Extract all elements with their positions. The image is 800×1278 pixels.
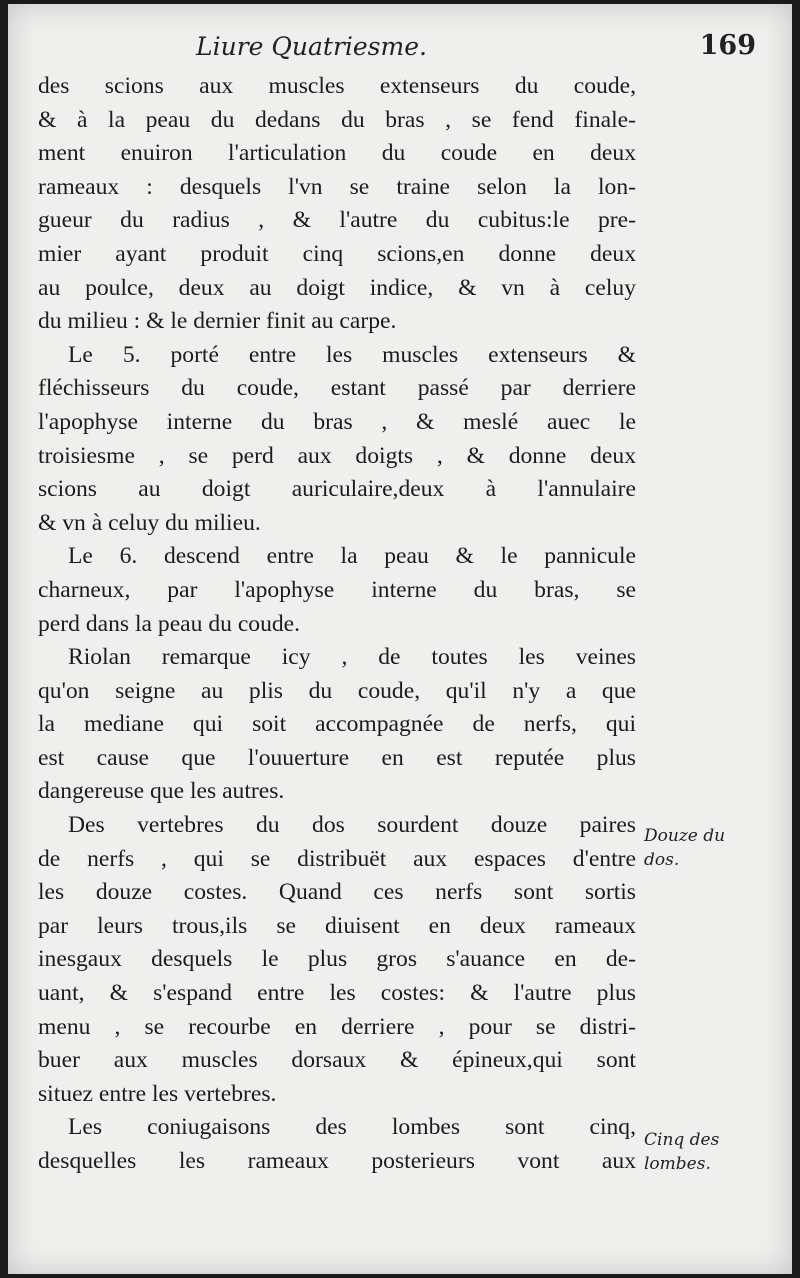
text-line: des scions aux muscles extenseurs du coude, (38, 73, 636, 99)
text-line: la mediane qui soit accompagnée de nerfs, qui (38, 711, 636, 738)
margin-note-douze-du-dos (644, 824, 774, 872)
page-header (8, 32, 792, 68)
text-line: par leurs trous,ils se diuisent en deux rameaux (38, 912, 636, 939)
text-line: de nerfs , qui se distribuët aux espaces d'entre (38, 845, 636, 872)
running-head: Liure Quatriesme. (196, 32, 427, 61)
book-page (8, 4, 792, 1274)
text-line: inesgaux desquels le plus gros s'auance en de- (38, 946, 636, 973)
text-line: ment enuiron l'articulation du coude en deux (38, 140, 636, 167)
text-line: scions au doigt auriculaire,deux à l'annulaire (38, 476, 636, 503)
text-line: fléchisseurs du coude, estant passé par derriere (38, 375, 636, 402)
text-line: au poulce, deux au doigt indice, & vn à celuy (38, 274, 636, 301)
text-line: est cause que l'ouuerture en est reputée plus (38, 744, 636, 771)
text-line: menu , se recourbe en derriere , pour se distri- (38, 1013, 636, 1040)
text-line: troisiesme , se perd aux doigts , & donne deux (38, 442, 636, 469)
margin-note-line: Douze du (644, 826, 726, 846)
text-line: qu'on seigne au plis du coude, qu'il n'y a que (38, 677, 636, 704)
text-line: rameaux : desquels l'vn se traine selon la lon- (38, 173, 636, 200)
text-line: mier ayant produit cinq scions,en donne deux (38, 240, 636, 267)
text-line: Riolan remarque icy , de toutes les veines (68, 644, 636, 671)
text-line: dangereuse que les autres. (38, 778, 285, 805)
text-line: Le 6. descend entre la peau & le pannicule (68, 543, 636, 570)
text-line: perd dans la peau du coude. (38, 610, 301, 637)
text-line: & vn à celuy du milieu. (38, 509, 261, 536)
text-line: uant, & s'espand entre les costes: & l'autre plus (38, 980, 636, 1007)
body-text (38, 70, 636, 1179)
text-line: desquelles les rameaux posterieurs vont aux (38, 1148, 636, 1174)
text-line: gueur du radius , & l'autre du cubitus:le pre- (38, 207, 636, 234)
margin-note-line: Cinq des (644, 1130, 720, 1150)
text-line: Des vertebres du dos sourdent douze paires (68, 812, 636, 839)
text-line: l'apophyse interne du bras , & meslé auec le (38, 408, 636, 435)
text-line: Le 5. porté entre les muscles extenseurs & (68, 341, 636, 368)
text-line: les douze costes. Quand ces nerfs sont sortis (38, 879, 636, 906)
text-line: du milieu : & le dernier finit au carpe. (38, 308, 397, 335)
text-line: & à la peau du dedans du bras , se fend finale- (38, 106, 636, 133)
margin-note-line: dos. (644, 850, 680, 870)
text-line: buer aux muscles dorsaux & épineux,qui sont (38, 1047, 636, 1074)
margin-note-cinq-des-lombes (644, 1128, 774, 1176)
text-line: charneux, par l'apophyse interne du bras, se (38, 576, 636, 603)
page-number: 169 (699, 30, 756, 61)
text-line: Les coniugaisons des lombes sont cinq, (68, 1114, 636, 1141)
margin-note-line: lombes. (644, 1154, 711, 1174)
text-line: situez entre les vertebres. (38, 1080, 277, 1107)
